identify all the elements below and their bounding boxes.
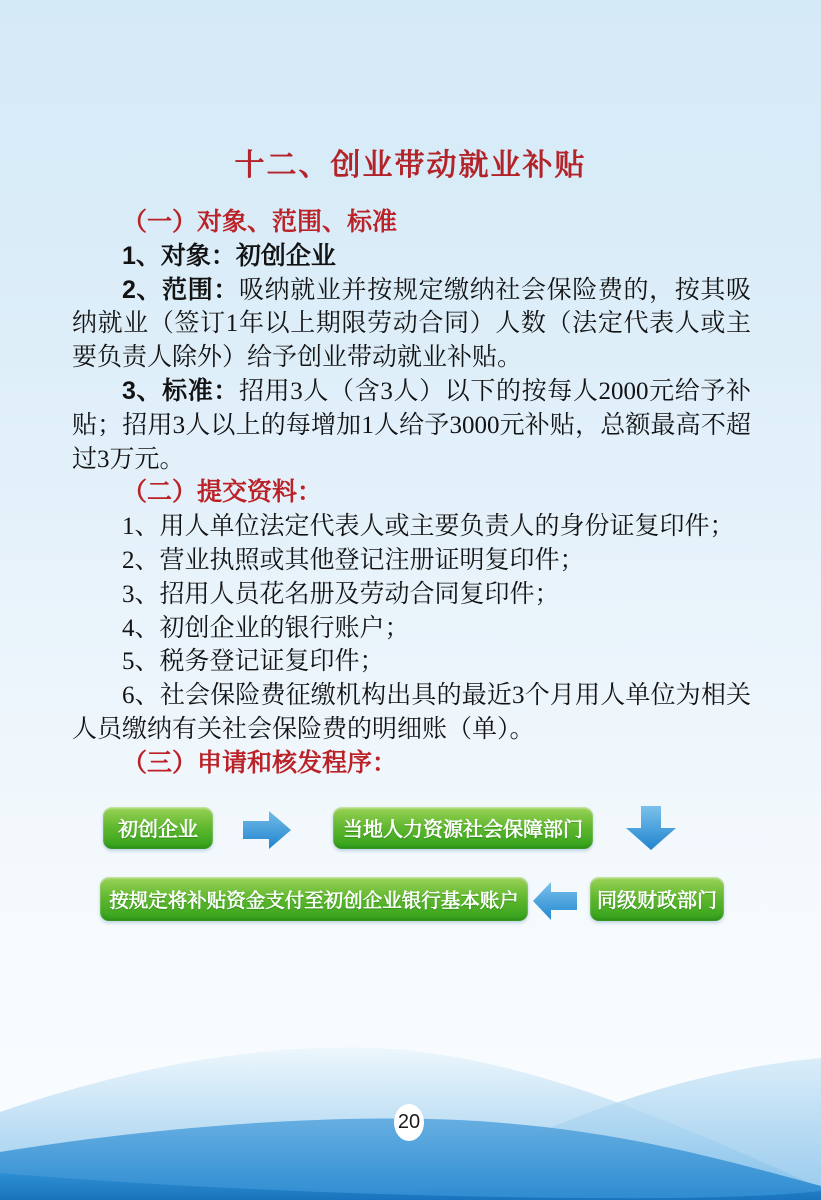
material-item-2: 2、营业执照或其他登记注册证明复印件； xyxy=(122,546,585,574)
section-1-item-target: 1、对象：初创企业 xyxy=(122,241,336,270)
material-item-5: 5、税务登记证复印件； xyxy=(122,648,385,676)
page-title: 十二、创业带动就业补贴 xyxy=(234,149,587,182)
arrow-right-icon xyxy=(243,811,291,854)
material-item-6: 6、社会保险费征缴机构出具的最近3个月用人单位为相关人员缴纳有关社会保险费的明细账（单）。 xyxy=(72,682,751,743)
material-item-1: 1、用人单位法定代表人或主要负责人的身份证复印件； xyxy=(122,513,735,541)
scope-body: 吸纳就业并按规定缴纳社会保险费的，按其吸纳就业（签订1年以上期限劳动合同）人数（法定代表人或主要负责人除外）给予创业带动就业补贴。 xyxy=(72,276,751,372)
standard-lead: 3、标准： xyxy=(122,376,240,405)
footer-wave-decoration xyxy=(0,990,821,1200)
scope-lead: 2、范围： xyxy=(122,275,240,304)
flow-node-hr-social-security-dept: 当地人力资源社会保障部门 xyxy=(333,807,593,849)
arrow-down-icon xyxy=(626,806,676,855)
section-1-heading: （一）对象、范围、标准 xyxy=(122,208,398,236)
flow-node-pay-subsidy-to-bank-account: 按规定将补贴资金支付至初创企业银行基本账户 xyxy=(100,877,528,921)
section-2-heading: （二）提交资料： xyxy=(122,478,323,507)
material-item-3: 3、招用人员花名册及劳动合同复印件； xyxy=(122,580,560,608)
section-1-item-scope xyxy=(72,274,751,375)
standard-body: 招用3人（含3人）以下的按每人2000元给予补贴；招用3人以上的每增加1人给予3000元补贴，总额最高不超过3万元。 xyxy=(72,377,751,473)
section-1-item-standard xyxy=(72,375,751,476)
flow-node-finance-dept: 同级财政部门 xyxy=(590,877,724,921)
arrow-left-icon xyxy=(533,882,577,925)
flow-node-startup-enterprise: 初创企业 xyxy=(103,807,213,849)
application-flowchart xyxy=(0,805,821,965)
section-3-heading: （三）申请和核发程序： xyxy=(122,748,398,777)
page-number-badge: 20 xyxy=(394,1104,424,1141)
document-body xyxy=(72,206,751,781)
material-item-4: 4、初创企业的银行账户； xyxy=(122,614,410,642)
